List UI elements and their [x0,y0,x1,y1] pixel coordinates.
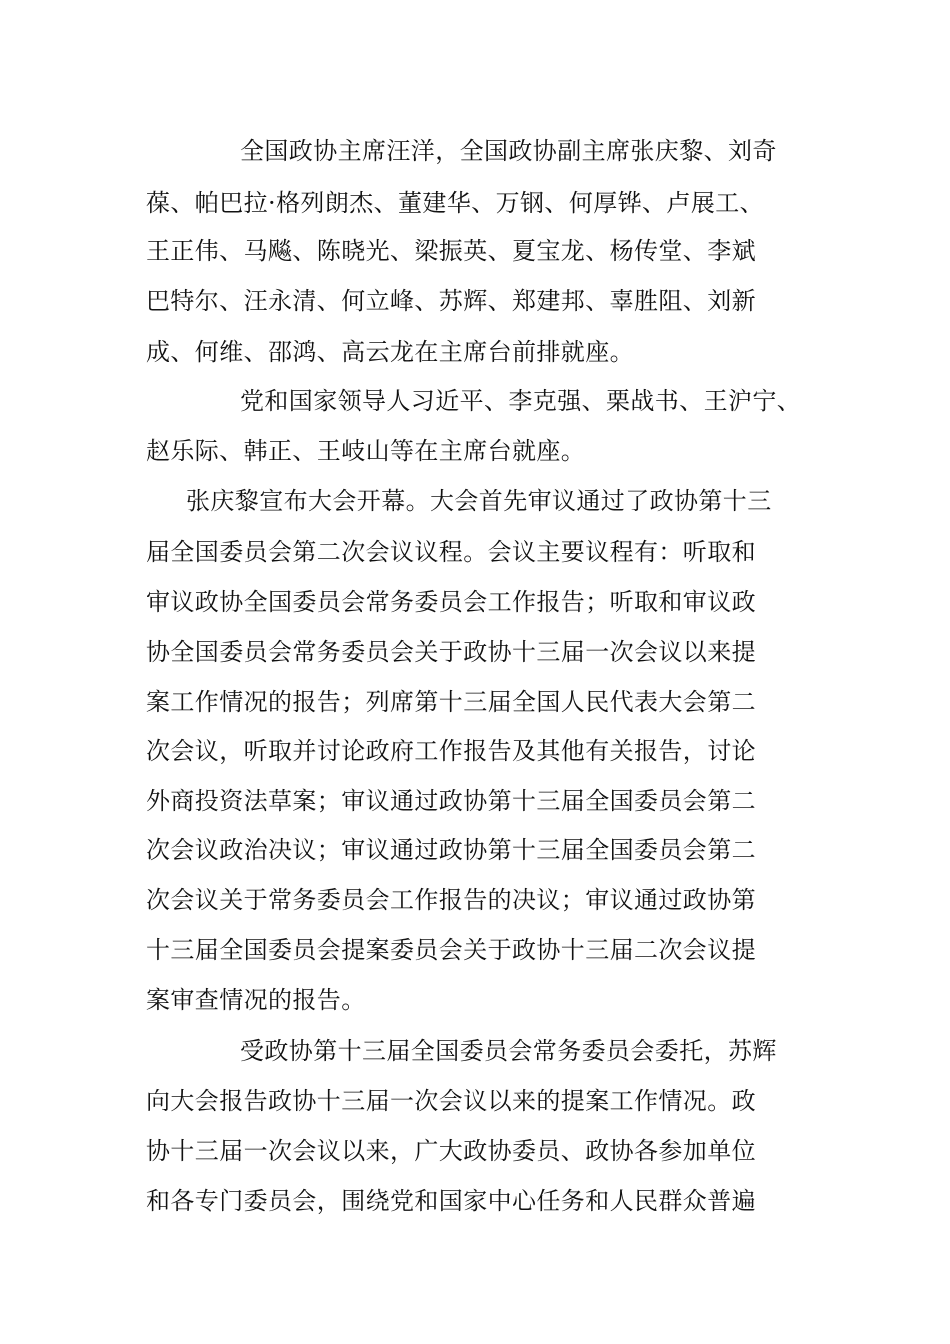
paragraph-2-line-1: 党和国家领导人习近平、李克强、栗战书、王沪宁、 [240,387,802,415]
paragraph-3-line-3: 审议政协全国委员会常务委员会工作报告；听取和审议政 [146,588,756,616]
paragraph-1-line-1: 全国政协主席汪洋，全国政协副主席张庆黎、刘奇 [240,137,777,165]
paragraph-2-line-2: 赵乐际、韩正、王岐山等在主席台就座。 [146,437,586,465]
paragraph-3-line-4: 协全国委员会常务委员会关于政协十三届一次会议以来提 [146,638,756,666]
paragraph-4-line-1: 受政协第十三届全国委员会常务委员会委托，苏辉 [240,1037,777,1065]
paragraph-1-line-2: 葆、帕巴拉·格列朗杰、董建华、万钢、何厚铧、卢展工、 [146,189,765,217]
paragraph-3-line-2: 届全国委员会第二次会议议程。会议主要议程有：听取和 [146,538,756,566]
paragraph-4-line-2: 向大会报告政协十三届一次会议以来的提案工作情况。政 [146,1087,756,1115]
paragraph-1-line-5: 成、何维、邵鸿、高云龙在主席台前排就座。 [146,338,634,366]
paragraph-3-line-11: 案审查情况的报告。 [146,986,366,1014]
paragraph-3-line-8: 次会议政治决议；审议通过政协第十三届全国委员会第二 [146,836,756,864]
paragraph-1-line-4: 巴特尔、汪永清、何立峰、苏辉、郑建邦、辜胜阻、刘新 [146,287,756,315]
paragraph-4-line-3: 协十三届一次会议以来，广大政协委员、政协各参加单位 [146,1137,756,1165]
paragraph-3-line-9: 次会议关于常务委员会工作报告的决议；审议通过政协第 [146,886,756,914]
paragraph-3-line-7: 外商投资法草案；审议通过政协第十三届全国委员会第二 [146,787,756,815]
paragraph-3-line-5: 案工作情况的报告；列席第十三届全国人民代表大会第二 [146,688,756,716]
paragraph-1-line-3: 王正伟、马飚、陈晓光、梁振英、夏宝龙、杨传堂、李斌 [146,237,756,265]
paragraph-3-line-1: 张庆黎宣布大会开幕。大会首先审议通过了政协第十三 [186,487,772,515]
paragraph-3-line-6: 次会议，听取并讨论政府工作报告及其他有关报告，讨论 [146,737,756,765]
paragraph-4-line-4: 和各专门委员会，围绕党和国家中心任务和人民群众普遍 [146,1187,756,1215]
paragraph-3-line-10: 十三届全国委员会提案委员会关于政协十三届二次会议提 [146,936,756,964]
